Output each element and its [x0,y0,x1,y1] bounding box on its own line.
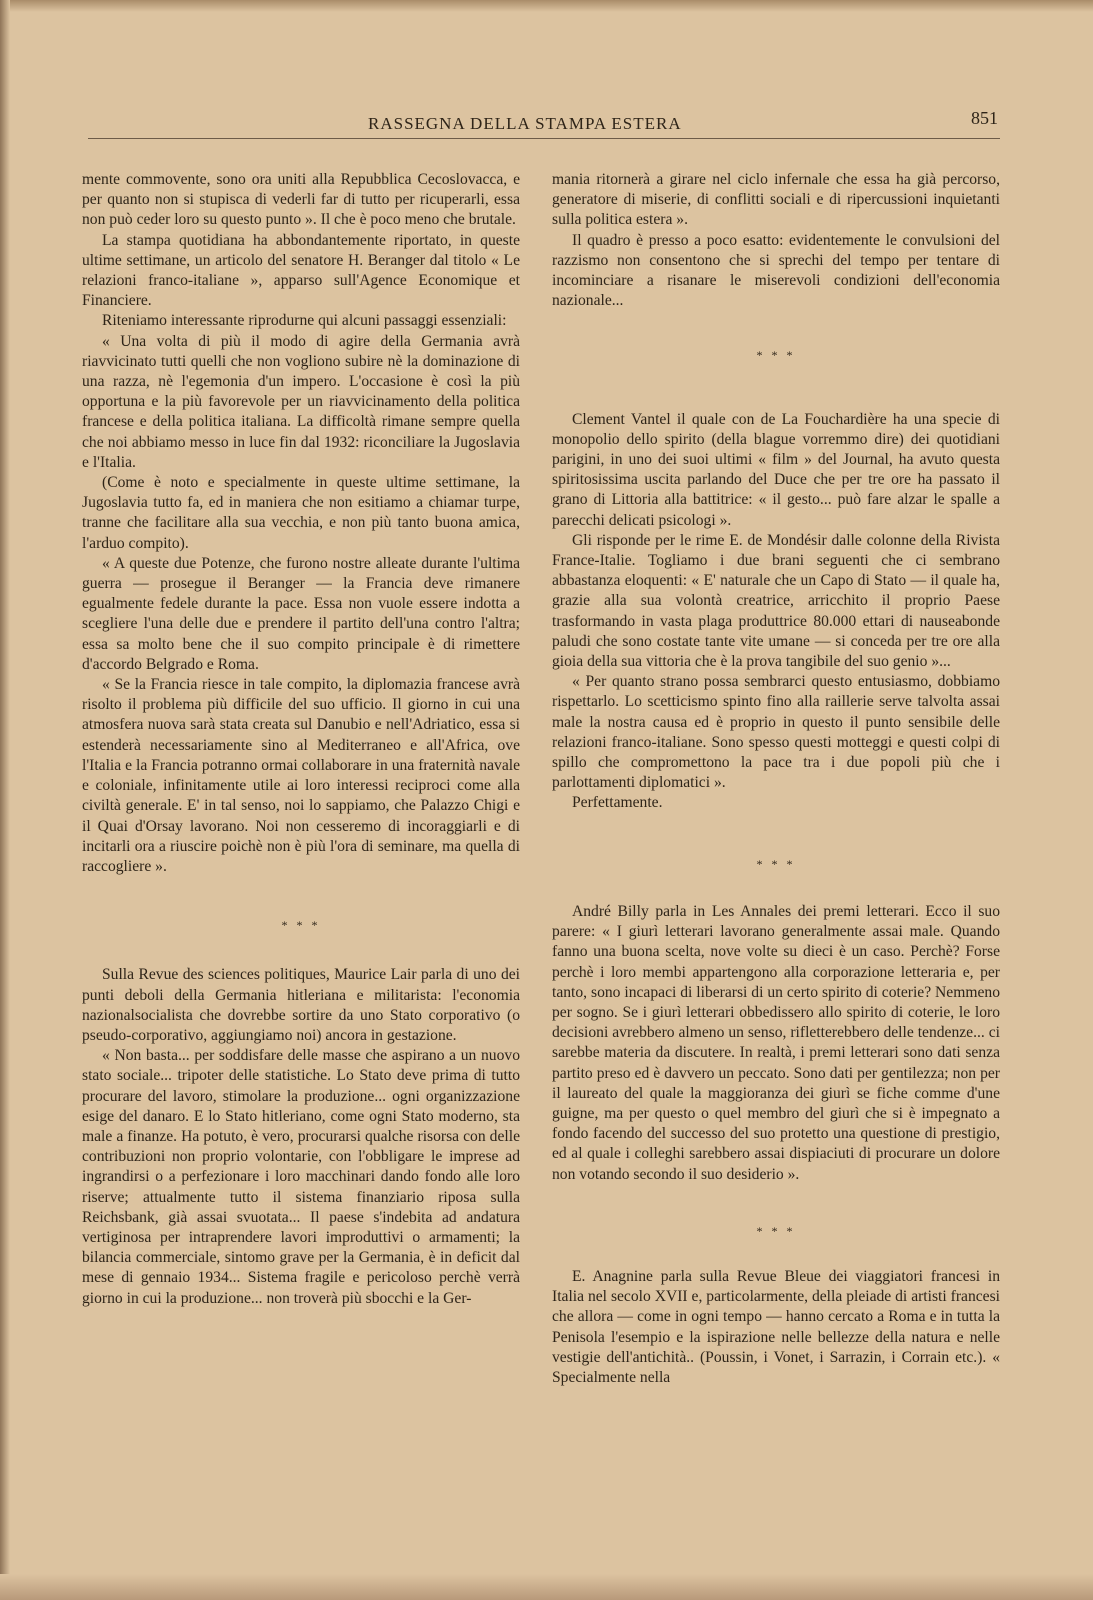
spacer [552,311,1000,345]
paragraph: André Billy parla in Les Annales dei premi letterari. Ecco il suo parere: « I giurì letterari lavorano generalmente assai male. Quando fanno una buona scelta, nove volte su dieci è un caso. Perchè? Forse perchè i loro membi appartengono alla corporazione letteraria e, per tanto, sono incapaci di liberarsi di un certo spirito di coterie? Nemmeno per sogno. Se i giurì letterari obbedissero allo spirito di coterie, le loro decisioni avrebbero almeno un senso, rifletterebbero delle tendenze... ci sarebbe materia da discutere. In realtà, i premi letterari sono dati senza partito preso ed è davvero un peccato. Sono dati per gentilezza; non per il laureato del quale la maggioranza dei giurì se fiche comme d'une guigne, ma per questo o quel membro del giurì che si è impegnato a fondo facendo del successo del suo protetto una questione di prestigio, ed al quale i colleghi sarebbero assai dispiaciuti di procurare un dolore non votando secondo il suo desiderio ». [552,902,1000,1183]
paragraph: Clement Vantel il quale con de La Fouchardière ha una specie di monopolio dello spirito (della blague vorremmo dire) dei quotidiani parigini, in uno dei suoi ultimi « film » del Journal, ha avuto questa spiritosissima uscita parlando del Duce che per tre ore ha passato il grano di Littoria alla battitrice: « il gesto... può fare alzar le spalle a parecchi delicati psicologi ». [552,410,1000,529]
spacer [552,366,1000,410]
quotation: « Non basta... per soddisfare delle masse che aspirano a un nuovo stato sociale... tripoter delle statistiche. Lo Stato deve prima di tutto procurare del lavoro, stimolare la produzione... ogni organizzazione esige del danaro. E lo Stato hitleriano, come ogni Stato moderno, sta male a finanze. Ha potuto, è vero, procurarsi qualche risorsa con delle contribuzioni non proprio volontarie, con l'obbligare le imprese ad ingrandirsi o a perfezionare i loro macchinari dando fondo alle loro riserve; attualmente tutto il sistema finanziario riposa sulla Reichsbank, già assai svuotata... Il paese s'indebita ad andatura vertiginosa per intraprendere lavori improduttivi o armamenti; la bilancia commerciale, sintomo grave per la Germania, è in deficit dal mese di gennaio 1934... Sistema fragile e pericoloso perchè verrà giorno in cui la produzione... non troverà più sbocchi e la Ger- [82,1047,520,1307]
paragraph: Sulla Revue des sciences politiques, Maurice Lair parla di uno dei punti deboli della Germania hitleriana e militarista: l'economia nazionalsocialista che dovrebbe sortire da uno Stato corporativo (o pseudo-corporativo, aggiungiamo noi) ancora in gestazione. [82,966,520,1044]
section-separator: * * * [756,856,796,871]
page-edge-left [0,0,10,1600]
page-edge-top [0,0,1093,12]
spacer [82,935,520,965]
section-separator: * * * [756,348,796,363]
spacer [552,874,1000,902]
quotation: « A queste due Potenze, che furono nostre alleate durante l'ultima guerra — prosegue il Beranger — la Francia deve rimanere egualmente fedele durante la pace. Essa non vuole essere indotta a scegliere l'una delle due e prendere il partito dell'una contro l'altra; essa sa molto bene che il suo compito principale è di rimettere d'accordo Belgrado e Roma. [82,554,520,673]
quotation: « Per quanto strano possa sembrarci questo entusiasmo, dobbiamo rispettarlo. Lo scetticismo spinto fino alla raillerie serve talvolta assai male la nostra causa ed è proprio in questo il punto sensibile delle relazioni franco-italiane. Sono spesso questi motteggi e questi colpi di spillo che compromettono la pace tra i due popoli più che i parlottamenti diplomatici ». [552,673,1000,792]
paragraph: Riteniamo interessante riprodurne qui alcuni passaggi essenziali: [102,312,507,330]
page-header [88,108,1000,144]
page-edge-bottom [0,1574,1093,1600]
spacer [552,1185,1000,1221]
paragraph: Il quadro è presso a poco esatto: evidentemente le convulsioni del razzismo non consentono che si sprechi del tempo per tentare di incominciare a risanare le miserevoli condizioni dell'economia nazionale... [552,231,1000,310]
quotation: « Una volta di più il modo di agire della Germania avrà riavvicinato tutti quelli che non vogliono subire nè la dominazione di una razza, nè l'egemonia d'un impero. L'occasione è così la più opportuna e la più favorevole per un riavvicinamento della politica francese e della politica italiana. La difficoltà rimane sempre quella che noi abbiamo messo in luce fin dal 1932: riconciliare la Jugoslavia e l'Italia. [82,332,520,471]
spacer [552,1241,1000,1267]
page-number: 851 [971,108,998,128]
spacer [552,814,1000,854]
right-column [552,170,1000,1510]
left-column [82,170,520,1510]
running-title: RASSEGNA DELLA STAMPA ESTERA [368,114,682,133]
spacer [82,877,520,915]
paragraph: Perfettamente. [572,794,663,812]
header-rule [88,138,1000,139]
paragraph: (Come è noto e specialmente in queste ultime settimane, la Jugoslavia tutto fa, ed in maniera che non esitiamo a chiamar turpe, tranne che facilitare alla sua vecchia, e non più tanto buona amica, l'arduo compito). [82,474,520,552]
paragraph: La stampa quotidiana ha abbondantemente riportato, in queste ultime settimane, un articolo del senatore H. Beranger dal titolo « Le relazioni franco-italiane », apparso sull'Agence Economique et Financiere. [82,231,520,310]
section-separator: * * * [756,1223,796,1238]
quotation: « Se la Francia riesce in tale compito, la diplomazia francese avrà risolto il problema più difficile del suo ufficio. Il giorno in cui una atmosfera nuova sarà stata creata sul Danubio e nell'Adriatico, essa si estenderà necessariamente sino al Mediterraneo e all'Africa, ove l'Italia e la Francia potranno ormai collaborare in una fraternità navale e coloniale, infinitamente utile ai loro interessi reciproci come alla civiltà generale. E' in tal senso, noi lo sappiamo, che Palazzo Chigi e il Quai d'Orsay lavorano. Noi non cesseremo di incoraggiarli e di incitarli ora a riuscire poichè non è più l'ora di seminare, ma quella di raccogliere ». [82,676,520,875]
paragraph: mania ritornerà a girare nel ciclo infernale che essa ha già percorso, generatore di miserie, di conflitti sociali e di ripercussioni inquietanti sulla politica estera ». [552,171,1000,229]
paragraph: mente commovente, sono ora uniti alla Repubblica Cecoslovacca, e per quanto non si stupisca di vederli far di tutto per ricuperarli, essa non può ceder loro su questo punto ». Il che è poco meno che brutale. [82,171,520,229]
paragraph: Gli risponde per le rime E. de Mondésir dalle colonne della Rivista France-Italie. Togliamo i due brani seguenti che ci sembrano abbastanza eloquenti: « E' naturale che un Capo di Stato — il quale ha, grazie alla sua volontà creatrice, arricchito il proprio Paese trasformando in vasta plaga produttrice 80.000 ettari di nauseabonde paludi che sono costate tante vite umane — si conceda per tre ore alla gioia della sua vittoria che è la prova tangibile del suo genio »... [552,531,1000,671]
section-separator: * * * [281,918,321,933]
paragraph: E. Anagnine parla sulla Revue Bleue dei viaggiatori francesi in Italia nel secolo XVII e, particolarmente, della pleiade di artisti francesi che allora — come in ogni tempo — hanno cercato a Roma e in tutta la Penisola l'esempio e la ispirazione nelle bellezze della natura e nelle vestigie dell'antichità.. (Poussin, i Vonet, i Sarrazin, i Corrain etc.). « Specialmente nella [552,1267,1000,1386]
